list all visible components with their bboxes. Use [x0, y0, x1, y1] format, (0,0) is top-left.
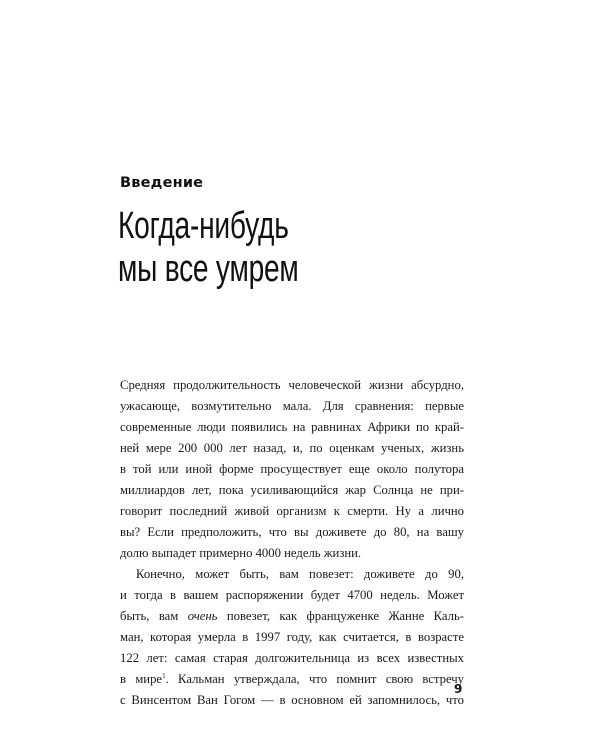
text-line: 122 лет: самая старая долгожительница из всех известных [120, 651, 464, 665]
text-line: миллиардов лет, пока усиливающийся жар Солнца не при- [120, 483, 464, 497]
text-line: ман, которая умерла в 1997 году, как считается, в возрасте [120, 630, 464, 644]
text-run: в мире [120, 672, 163, 686]
paragraph-1 [120, 375, 464, 564]
text-line [120, 606, 464, 627]
chapter-title [118, 205, 299, 291]
text-line: в той или иной форме просуществует еще около полутора [120, 462, 464, 476]
text-line: современные люди появились на равнинах Африки по край- [120, 420, 464, 434]
text-line: говорит последний живой организм к смерти. Ну а лично [120, 504, 464, 518]
text-run: быть, вам [120, 609, 188, 623]
emphasis-text: очень [187, 609, 218, 623]
paragraph-2 [120, 564, 464, 711]
text-line: с Винсентом Ван Гогом — в основном ей запомнилось, что [120, 693, 464, 707]
text-run: . Кальман утверждала, что помнит свою встречу [165, 672, 464, 686]
page-number: 9 [454, 682, 463, 696]
body-text [120, 375, 464, 711]
text-line: Средняя продолжительность человеческой жизни абсурдно, [120, 378, 464, 392]
text-line: Конечно, может быть, вам повезет: доживете до 90, [136, 567, 464, 581]
chapter-label: Введение [120, 175, 204, 191]
text-line [120, 669, 464, 690]
text-run: повезет, как француженке Жанне Каль- [217, 609, 464, 623]
chapter-title-line-1: Когда-нибудь [118, 205, 289, 247]
text-line: ужасающе, возмутительно мала. Для сравнения: первые [120, 399, 464, 413]
text-line: долю выпадет примерно 4000 недель жизни. [120, 546, 362, 560]
chapter-title-line-2: мы все умрем [118, 248, 299, 290]
text-line: вы? Если предположить, что вы доживете до 80, на вашу [120, 525, 464, 539]
text-line: ней мере 200 000 лет назад, и, по оценкам ученых, жизнь [120, 441, 464, 455]
text-line: и тогда в вашем распоряжении будет 4700 недель. Может [120, 588, 464, 602]
footnote-marker[interactable]: 1 [162, 671, 166, 680]
